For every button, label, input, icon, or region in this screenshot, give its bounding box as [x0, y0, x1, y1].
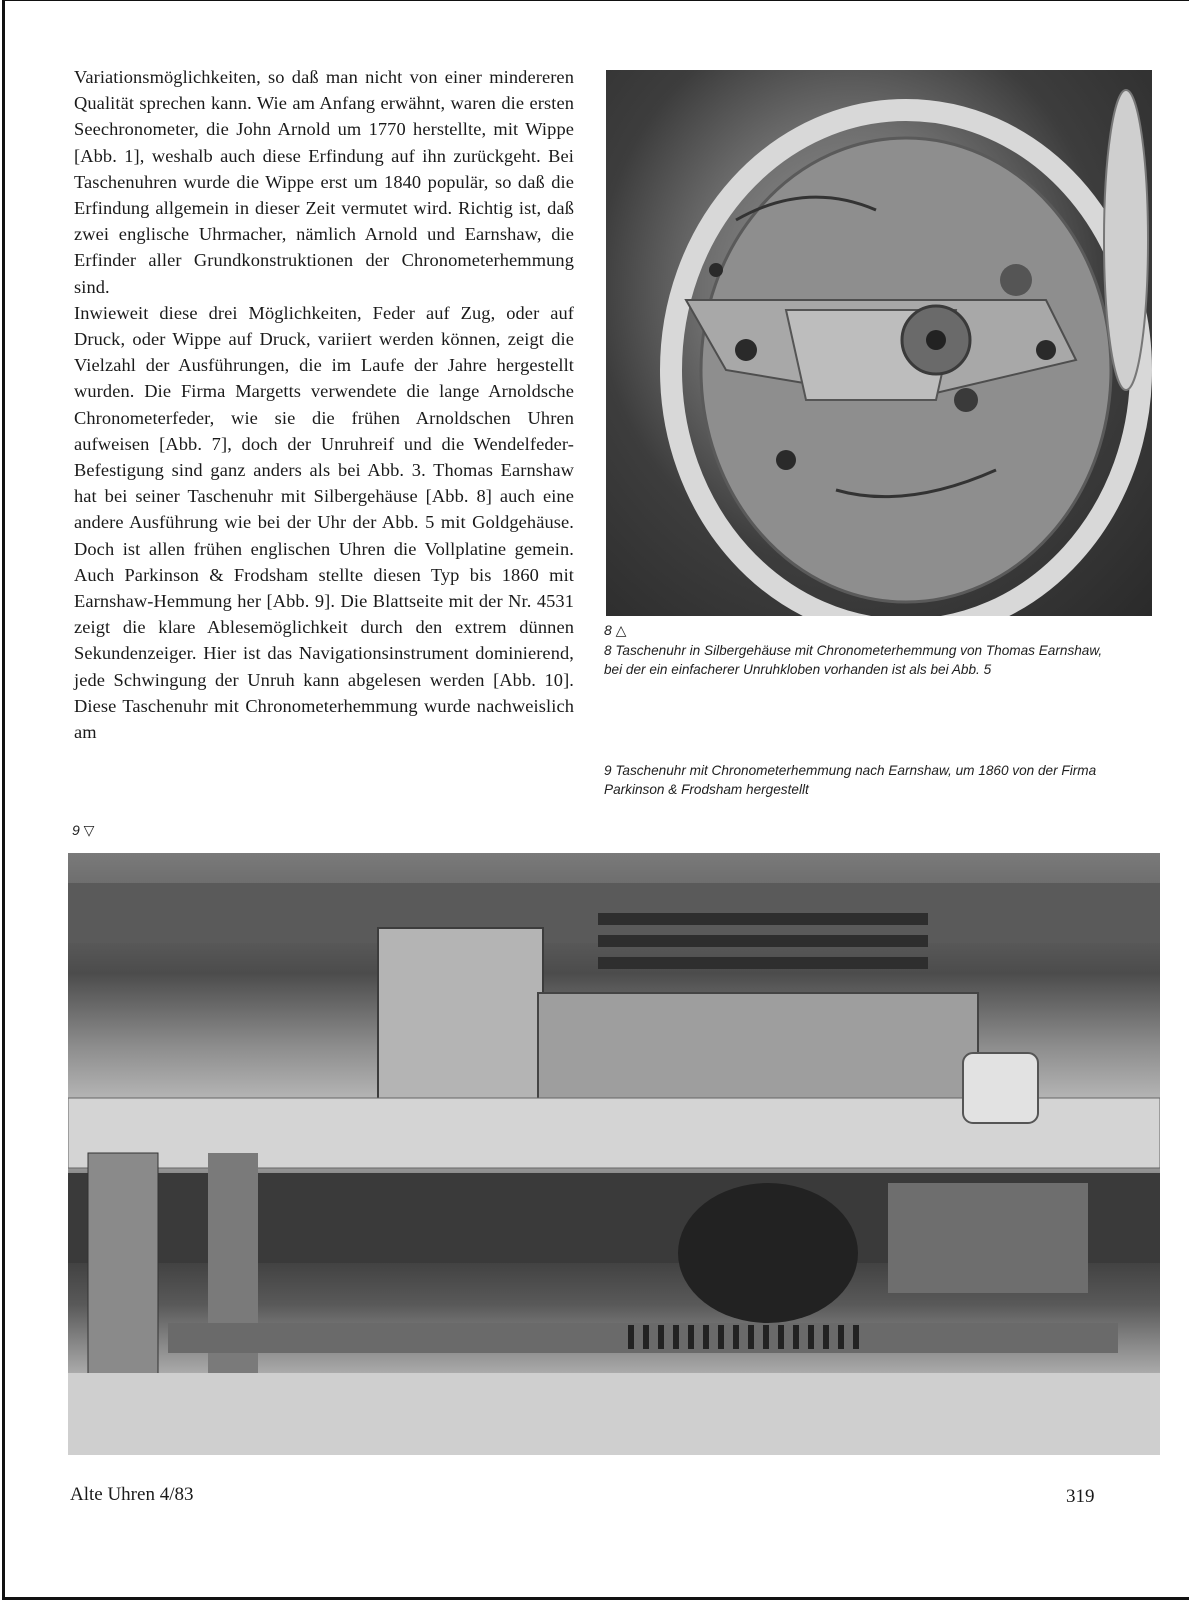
body-paragraph-2: Inwieweit diese drei Möglichkeiten, Feder auf Zug, oder auf Druck, oder Wippe auf Druck, variiert werden können, zeigt die Vielzahl der Ausführungen, die im Laufe der Jahre hergestellt wurden. Die Firma Margetts verwendete die lange Arnoldsche Chronometerfeder, wie sie die frühen Arnoldschen Uhren aufweisen [Abb. 7], doch der Unruhreif und die Wendelfeder-Befestigung sind ganz anders als bei Abb. 3. Thomas Earnshaw hat bei seiner Taschenuhr mit Silbergehäuse [Abb. 8] auch eine andere Ausführung wie bei der Uhr der Abb. 5 mit Goldgehäuse. Doch ist allen frühen englischen Uhren die Vollplatine gemein. Auch Parkinson & Frodsham stellte diesen Typ bis 1860 mit Earnshaw-Hemmung her [Abb. 9]. Die Blattseite mit der Nr. 4531 zeigt die klare Ablesemöglichkeit durch den extrem dünnen Sekundenzeiger. Hier ist das Navigationsinstrument dominierend, jede Schwingung der Unruh kann abgelesen werden [Abb. 10]. Diese Taschenuhr mit Chronometerhemmung wurde nachweislich am — [74, 302, 574, 743]
figure-8-marker: 8 △ — [604, 622, 627, 638]
figure-9-caption: 9 Taschenuhr mit Chronometerhemmung nach Earnshaw, um 1860 von der Firma Parkinson & Frodsham hergestellt — [604, 763, 1097, 797]
page-number: 319 — [1066, 1486, 1095, 1507]
figure-9-marker: 9 ▽ — [72, 822, 95, 838]
figure-8-caption: 8 Taschenuhr in Silbergehäuse mit Chronometerhemmung von Thomas Earnshaw, bei der ein einfacherer Unruhkloben vorhanden ist als bei Abb. 5 — [604, 643, 1103, 677]
figure-8-watch-movement-photo — [606, 70, 1152, 616]
article-body — [74, 64, 574, 745]
figure-9-movement-side-photo — [68, 853, 1160, 1455]
publication-footer: Alte Uhren 4/83 — [70, 1484, 194, 1505]
body-paragraph-1: Variationsmöglichkeiten, so daß man nicht von einer mindereren Qualität sprechen kann. Wie am Anfang erwähnt, waren die ersten Seechronometer, die John Arnold um 1770 herstellte, mit Wippe [Abb. 1], weshalb auch diese Erfindung auf ihn zurückgeht. Bei Taschenuhren wurde die Wippe erst um 1840 populär, so daß die Erfindung allgemein in dieser Zeit vermutet wird. Richtig ist, daß zwei englische Uhrmacher, nämlich Arnold und Earnshaw, die Erfinder aller Grundkonstruktionen der Chronometerhemmung sind. — [74, 67, 574, 297]
